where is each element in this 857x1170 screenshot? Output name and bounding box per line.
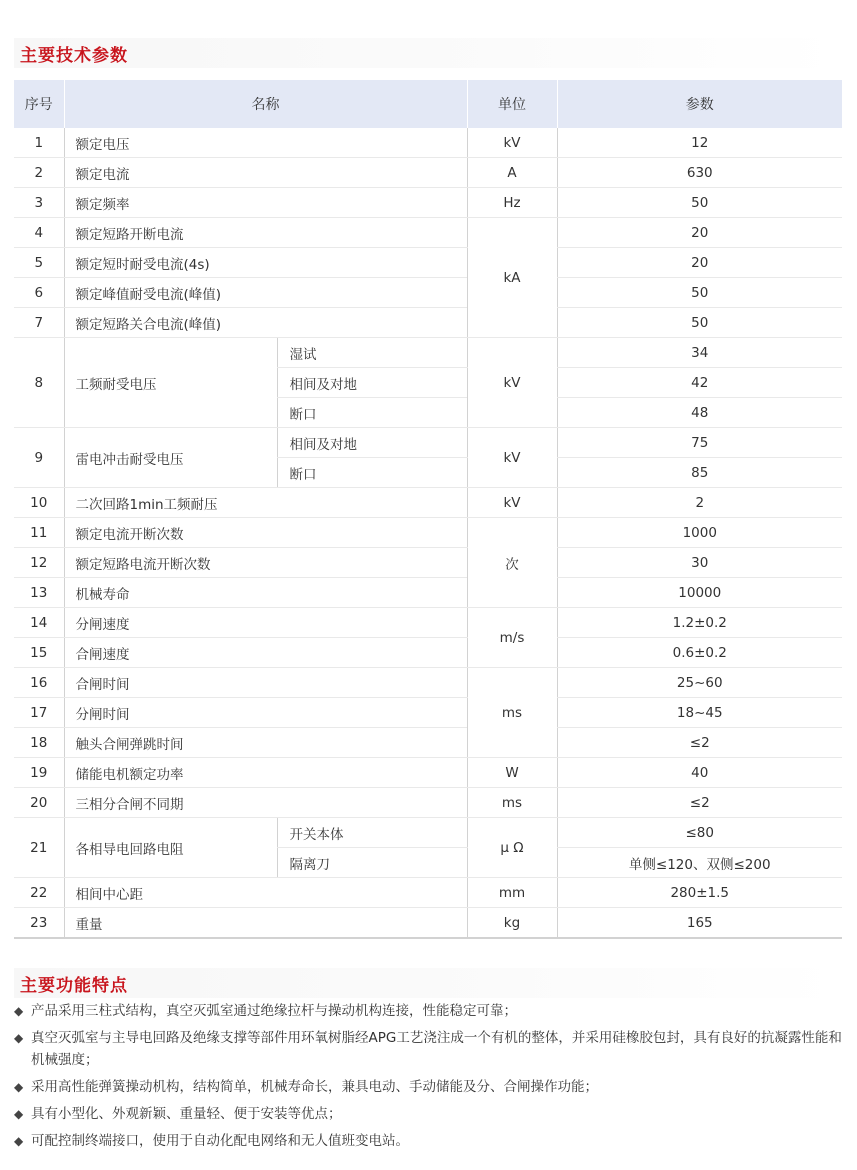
row-name: 合闸时间 [64, 668, 467, 698]
row-value: 30 [557, 548, 842, 578]
row-value: 1.2±0.2 [557, 608, 842, 638]
row-name: 额定电流 [64, 158, 467, 188]
row-value: 18~45 [557, 698, 842, 728]
row-value: 50 [557, 308, 842, 338]
table-row [14, 788, 842, 818]
row-no: 6 [14, 278, 64, 308]
row-value: 280±1.5 [557, 878, 842, 908]
row-unit: m/s [467, 608, 557, 668]
table-row [14, 698, 842, 728]
row-no: 7 [14, 308, 64, 338]
row-name: 合闸速度 [64, 638, 467, 668]
row-value: 50 [557, 278, 842, 308]
row-unit: 次 [467, 518, 557, 608]
spec-section-title: 主要技术参数 [20, 46, 128, 66]
row-unit: kV [467, 428, 557, 488]
row-no: 4 [14, 218, 64, 248]
row-no: 16 [14, 668, 64, 698]
table-row [14, 728, 842, 758]
row-no: 5 [14, 248, 64, 278]
row-unit: kg [467, 908, 557, 939]
row-value: 75 [557, 428, 842, 458]
row-name: 分闸时间 [64, 698, 467, 728]
row-value: 50 [557, 188, 842, 218]
row-no: 22 [14, 878, 64, 908]
row-no: 23 [14, 908, 64, 939]
row-value: 165 [557, 908, 842, 939]
row-unit: kA [467, 218, 557, 338]
feature-text: 可配控制终端接口，使用于自动化配电网络和无人值班变电站。 [31, 1133, 409, 1149]
row-sub-item: 相间及对地 [277, 368, 467, 398]
row-unit: W [467, 758, 557, 788]
row-name: 三相分合闸不同期 [64, 788, 467, 818]
table-row [14, 638, 842, 668]
row-value: ≤2 [557, 728, 842, 758]
table-row [14, 308, 842, 338]
spec-table [14, 80, 842, 939]
feature-text: 真空灭弧室与主导电回路及绝缘支撑等部件用环氧树脂经APG工艺浇注成一个有机的整体，并采用硅橡胶包封，具有良好的抗凝露性能和机械强度； [31, 1030, 842, 1068]
row-value: 12 [557, 128, 842, 158]
row-unit: μ Ω [467, 818, 557, 878]
table-row [14, 758, 842, 788]
row-name: 触头合闸弹跳时间 [64, 728, 467, 758]
row-name: 雷电冲击耐受电压 [64, 428, 277, 488]
row-name: 工频耐受电压 [64, 338, 277, 428]
row-name: 各相导电回路电阻 [64, 818, 277, 878]
row-value: 42 [557, 368, 842, 398]
feature-text: 具有小型化、外观新颖、重量轻、便于安装等优点； [31, 1106, 342, 1122]
header-no: 序号 [14, 80, 64, 128]
table-header-row [14, 80, 842, 128]
table-row [14, 488, 842, 518]
row-no: 11 [14, 518, 64, 548]
row-no: 10 [14, 488, 64, 518]
row-sub-item: 开关本体 [277, 818, 467, 848]
row-value: 20 [557, 248, 842, 278]
table-row [14, 548, 842, 578]
row-value: 2 [557, 488, 842, 518]
row-unit: ms [467, 668, 557, 758]
table-row [14, 878, 842, 908]
row-unit: kV [467, 338, 557, 428]
spec-section-header [14, 38, 842, 68]
list-item [14, 1000, 846, 1022]
row-no: 19 [14, 758, 64, 788]
row-no: 20 [14, 788, 64, 818]
row-no: 18 [14, 728, 64, 758]
row-no: 17 [14, 698, 64, 728]
row-sub-item: 隔离刀 [277, 848, 467, 878]
feature-text: 产品采用三柱式结构，真空灭弧室通过绝缘拉杆与操动机构连接，性能稳定可靠； [31, 1003, 517, 1019]
row-value: ≤80 [557, 818, 842, 848]
row-value: 10000 [557, 578, 842, 608]
row-unit: A [467, 158, 557, 188]
row-name: 分闸速度 [64, 608, 467, 638]
row-no: 3 [14, 188, 64, 218]
diamond-bullet-icon: ◆ [14, 1134, 24, 1148]
row-value: 0.6±0.2 [557, 638, 842, 668]
table-row [14, 668, 842, 698]
table-row [14, 158, 842, 188]
features-section-header [14, 968, 842, 998]
row-name: 储能电机额定功率 [64, 758, 467, 788]
list-item [14, 1130, 846, 1152]
list-item [14, 1103, 846, 1125]
row-name: 重量 [64, 908, 467, 939]
row-name: 额定频率 [64, 188, 467, 218]
row-no: 2 [14, 158, 64, 188]
row-no: 15 [14, 638, 64, 668]
table-row [14, 188, 842, 218]
row-value: 20 [557, 218, 842, 248]
row-value: 630 [557, 158, 842, 188]
row-unit: kV [467, 488, 557, 518]
header-value: 参数 [557, 80, 842, 128]
row-no: 9 [14, 428, 64, 488]
diamond-bullet-icon: ◆ [14, 1080, 24, 1094]
features-list [14, 1000, 846, 1157]
row-value: 1000 [557, 518, 842, 548]
header-unit: 单位 [467, 80, 557, 128]
row-name: 额定短路电流开断次数 [64, 548, 467, 578]
table-row [14, 218, 842, 248]
row-value: 85 [557, 458, 842, 488]
row-name: 额定短时耐受电流(4s) [64, 248, 467, 278]
row-sub-item: 断口 [277, 398, 467, 428]
table-row [14, 428, 842, 458]
row-name: 额定电压 [64, 128, 467, 158]
row-name: 额定电流开断次数 [64, 518, 467, 548]
row-value: 48 [557, 398, 842, 428]
row-no: 12 [14, 548, 64, 578]
table-row [14, 278, 842, 308]
diamond-bullet-icon: ◆ [14, 1031, 24, 1045]
row-unit: Hz [467, 188, 557, 218]
features-section-title: 主要功能特点 [20, 976, 128, 996]
diamond-bullet-icon: ◆ [14, 1004, 24, 1018]
row-name: 额定峰值耐受电流(峰值) [64, 278, 467, 308]
table-row [14, 338, 842, 368]
row-no: 1 [14, 128, 64, 158]
table-row [14, 578, 842, 608]
row-value: ≤2 [557, 788, 842, 818]
row-unit: ms [467, 788, 557, 818]
row-name: 额定短路关合电流(峰值) [64, 308, 467, 338]
table-row [14, 248, 842, 278]
row-name: 额定短路开断电流 [64, 218, 467, 248]
row-value: 34 [557, 338, 842, 368]
table-row [14, 518, 842, 548]
header-name: 名称 [64, 80, 467, 128]
list-item [14, 1027, 846, 1071]
row-name: 二次回路1min工频耐压 [64, 488, 467, 518]
row-unit: mm [467, 878, 557, 908]
row-name: 机械寿命 [64, 578, 467, 608]
row-sub-item: 断口 [277, 458, 467, 488]
row-no: 8 [14, 338, 64, 428]
diamond-bullet-icon: ◆ [14, 1107, 24, 1121]
row-value: 25~60 [557, 668, 842, 698]
row-no: 13 [14, 578, 64, 608]
row-sub-item: 湿试 [277, 338, 467, 368]
table-row [14, 128, 842, 158]
row-value: 40 [557, 758, 842, 788]
row-value: 单侧≤120、双侧≤200 [557, 848, 842, 878]
table-row [14, 608, 842, 638]
feature-text: 采用高性能弹簧操动机构，结构简单，机械寿命长，兼具电动、手动储能及分、合闸操作功能； [31, 1079, 598, 1095]
row-unit: kV [467, 128, 557, 158]
row-sub-item: 相间及对地 [277, 428, 467, 458]
list-item [14, 1076, 846, 1098]
row-no: 21 [14, 818, 64, 878]
row-name: 相间中心距 [64, 878, 467, 908]
table-row [14, 818, 842, 848]
table-row [14, 908, 842, 939]
row-no: 14 [14, 608, 64, 638]
